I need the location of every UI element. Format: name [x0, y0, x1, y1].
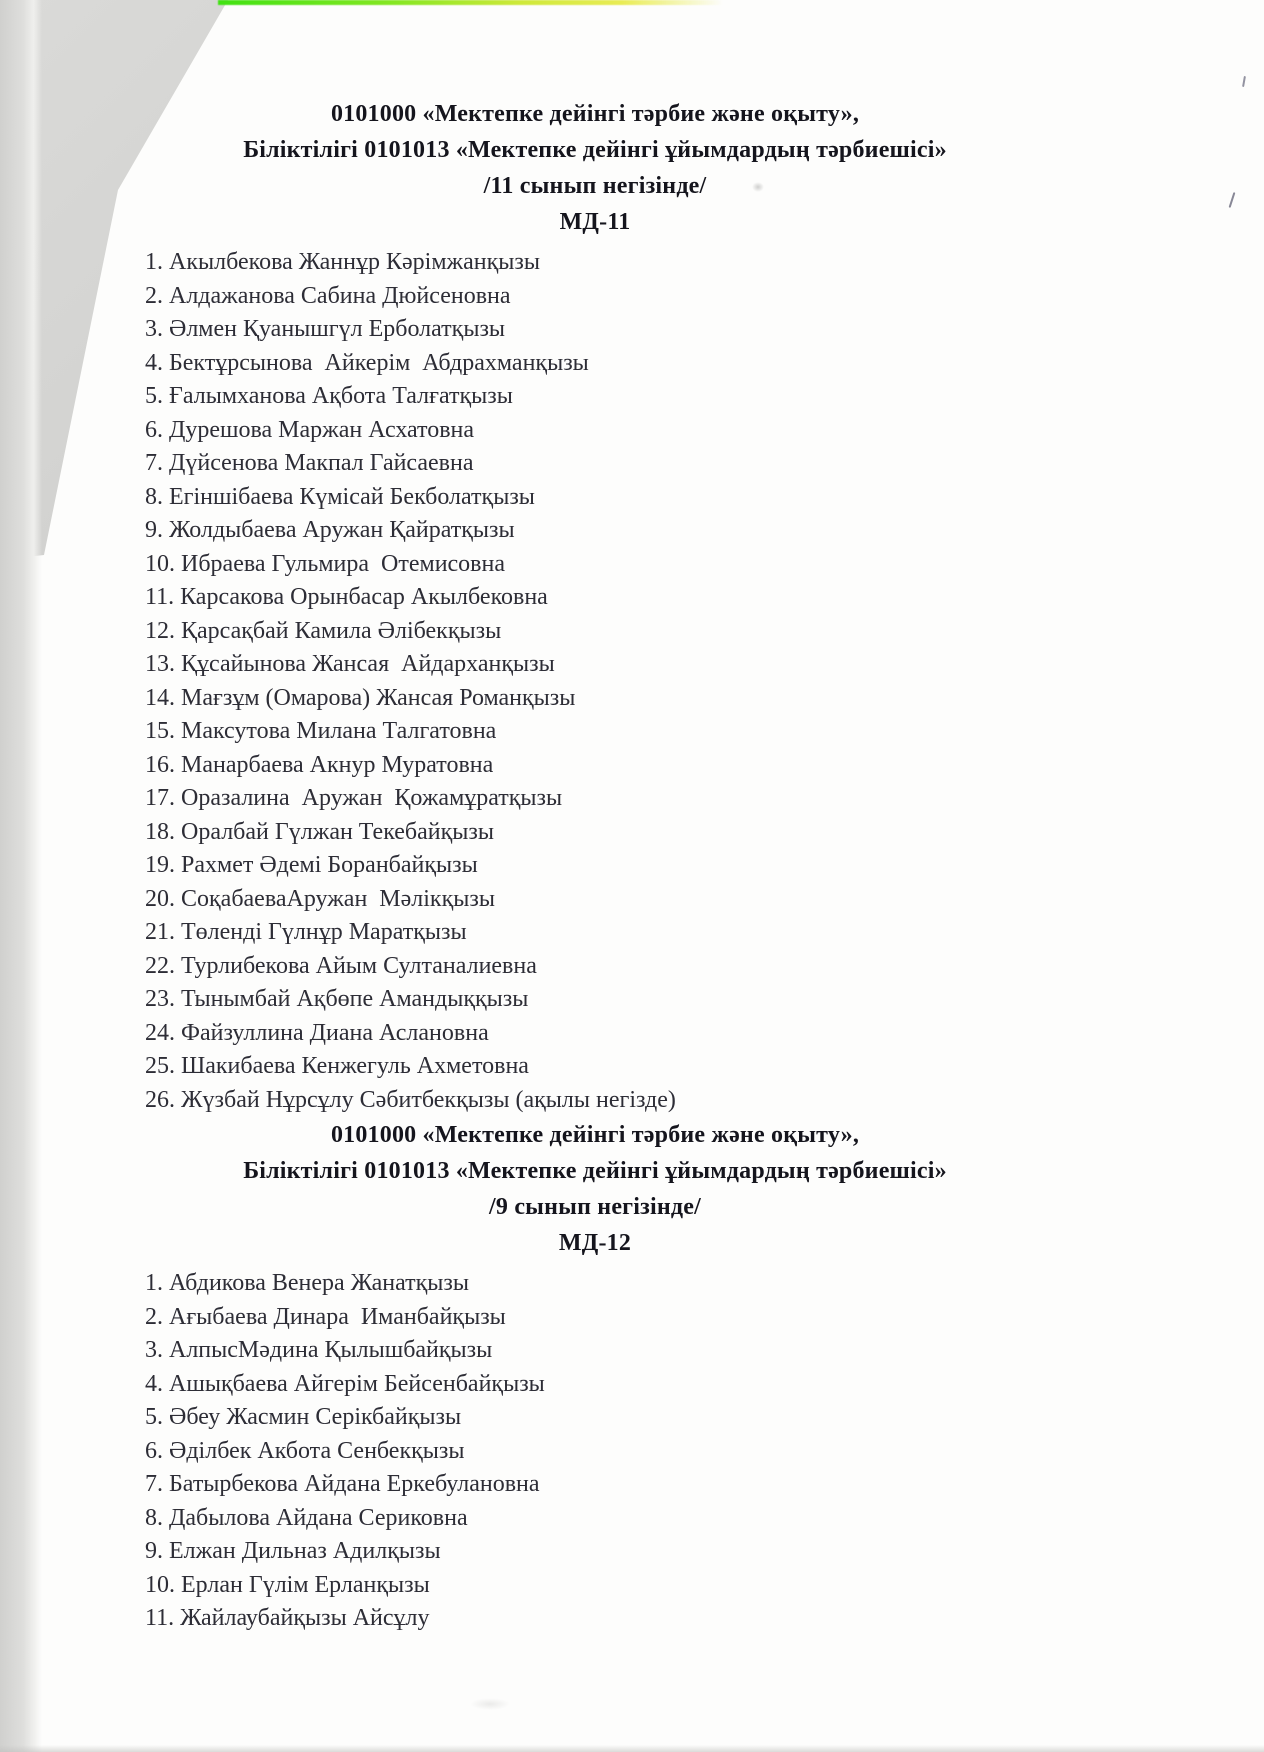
- grade-basis-line: /11 сынып негізінде/: [483, 173, 707, 199]
- list-item: 8. Дабылова Айдана Сериковна: [145, 1504, 468, 1531]
- list-item: 24. Файзуллина Диана Аслановна: [145, 1019, 489, 1046]
- scan-bottom-edge-shadow: [0, 1745, 1264, 1752]
- list-item: 11. Карсакова Орынбасар Акылбековна: [145, 584, 548, 610]
- list-item: 26. Жүзбай Нұрсұлу Сәбитбекқызы (ақылы негізде): [145, 1086, 676, 1113]
- student-list: [145, 1267, 1190, 1636]
- list-item: 13. Құсайынова Жансая Айдарханқызы: [145, 651, 555, 677]
- qualification-title: Біліктілігі 0101013 «Мектепке дейінгі ұйымдардың тәрбиешісі»: [243, 137, 947, 163]
- list-item: 7. Батырбекова Айдана Еркебулановна: [145, 1471, 540, 1497]
- list-item: 2. Ағыбаева Динара Иманбайқызы: [145, 1303, 506, 1330]
- list-item: 16. Манарбаева Акнур Муратовна: [145, 751, 494, 778]
- section-md-12: [0, 1117, 1190, 1636]
- list-item: 22. Турлибекова Айым Султаналиевна: [145, 952, 537, 979]
- specialty-code-title: 0101000 «Мектепке дейінгі тәрбие және оқыту»,: [330, 101, 860, 127]
- list-item: 10. Ерлан Гүлім Ерланқызы: [145, 1571, 430, 1598]
- list-item: 5. Ғалымханова Ақбота Талғатқызы: [145, 383, 513, 409]
- scan-smudge: [470, 1698, 510, 1710]
- list-item: 8. Егіншібаева Күмісай Бекболатқызы: [145, 483, 535, 510]
- document-content: [0, 96, 1190, 1636]
- list-item: 3. Әлмен Қуанышгүл Ерболатқызы: [145, 316, 506, 342]
- list-item: 15. Максутова Милана Талгатовна: [145, 718, 497, 744]
- list-item: 7. Дүйсенова Макпал Гайсаевна: [145, 450, 474, 476]
- student-list: [145, 246, 1190, 1117]
- list-item: 25. Шакибаева Кенжегуль Ахметовна: [145, 1053, 529, 1079]
- grade-basis-line: /9 сынып негізінде/: [489, 1194, 701, 1220]
- list-item: 5. Әбеу Жасмин Серікбайқызы: [145, 1404, 462, 1430]
- ink-slash-mark-icon: [1229, 192, 1236, 208]
- section-md-11: [0, 96, 1190, 1117]
- list-item: 3. АлпысМәдина Қылышбайқызы: [145, 1337, 493, 1363]
- ink-mark-icon: [1242, 76, 1246, 87]
- group-code: МД-11: [559, 209, 631, 235]
- list-item: 9. Жолдыбаева Аружан Қайратқызы: [145, 517, 515, 543]
- list-item: 6. Дурешова Маржан Асхатовна: [145, 416, 475, 443]
- list-item: 1. Акылбекова Жаннұр Кәрімжанқызы: [145, 249, 540, 275]
- list-item: 2. Алдажанова Сабина Дюйсеновна: [145, 282, 511, 309]
- list-item: 17. Оразалина Аружан Қожамұратқызы: [145, 785, 563, 811]
- scan-green-streak-artifact: [218, 0, 723, 5]
- list-item: 20. СоқабаеваАружан Мәлікқызы: [145, 885, 495, 912]
- specialty-code-title: 0101000 «Мектепке дейінгі тәрбие және оқыту»,: [330, 1122, 860, 1148]
- list-item: 19. Рахмет Әдемі Боранбайқызы: [145, 852, 478, 878]
- list-item: 18. Оралбай Гүлжан Текебайқызы: [145, 818, 495, 845]
- list-item: 9. Елжан Дильназ Адилқызы: [145, 1538, 441, 1564]
- list-item: 10. Ибраева Гульмира Отемисовна: [145, 550, 506, 577]
- list-item: 14. Мағзұм (Омарова) Жансая Романқызы: [145, 684, 576, 711]
- list-item: 11. Жайлаубайқызы Айсұлу: [145, 1605, 430, 1631]
- list-item: 23. Тынымбай Ақбөпе Амандыққызы: [145, 986, 529, 1012]
- list-item: 4. Ашықбаева Айгерім Бейсенбайқызы: [145, 1370, 545, 1397]
- list-item: 6. Әділбек Акбота Сенбекқызы: [145, 1437, 465, 1464]
- list-item: 21. Төленді Гүлнұр Маратқызы: [145, 919, 467, 945]
- list-item: 4. Бектұрсынова Айкерім Абдрахманқызы: [145, 349, 589, 376]
- list-item: 12. Қарсақбай Камила Әлібекқызы: [145, 617, 502, 644]
- list-item: 1. Абдикова Венера Жанатқызы: [145, 1270, 470, 1296]
- group-code: МД-12: [558, 1230, 632, 1256]
- qualification-title: Біліктілігі 0101013 «Мектепке дейінгі ұйымдардың тәрбиешісі»: [243, 1158, 947, 1184]
